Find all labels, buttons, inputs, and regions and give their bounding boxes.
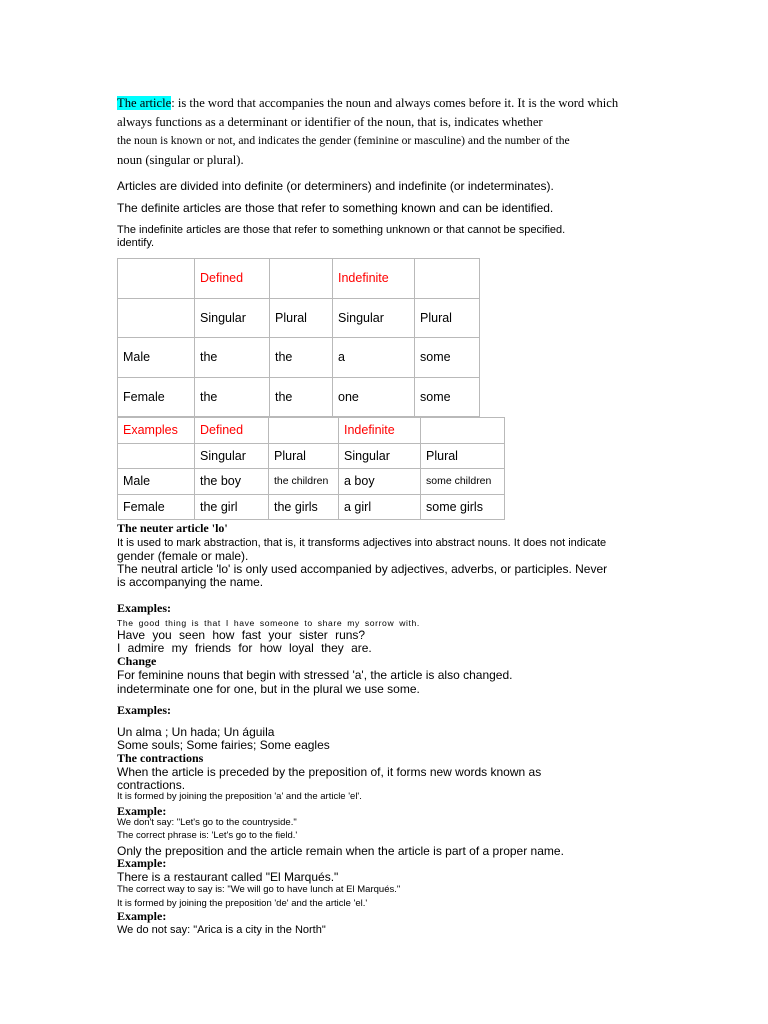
table-cell: Plural — [421, 443, 505, 469]
example-line: The good thing is that I have someone to share my sorrow with. — [117, 618, 420, 628]
neuter-line: gender (female or male). — [117, 549, 249, 563]
table-cell: Singular — [195, 443, 269, 469]
contractions-line: It is formed by joining the preposition 'a' and the article 'el'. — [117, 791, 362, 802]
section-heading-example: Example: — [117, 856, 167, 870]
contractions-line: contractions. — [117, 778, 186, 792]
intro-line-1: : is the word that accompanies the noun and always comes before it. It is the word which always functions as a determinant or identifier of the noun, that is, indicates whether — [117, 96, 619, 129]
table-row — [118, 377, 480, 417]
intro-line-3: noun (singular or plural). — [117, 152, 244, 167]
examples-table — [117, 417, 505, 520]
table-cell: Plural — [415, 298, 480, 338]
para-division: Articles are divided into definite (or determiners) and indefinite (or indeterminates). — [117, 179, 554, 193]
table-cell: some children — [421, 469, 505, 495]
articles-table — [117, 258, 480, 417]
table-row — [118, 418, 505, 444]
table-cell: the — [270, 377, 333, 417]
table-cell: Examples — [118, 418, 195, 444]
example-line: There is a restaurant called "El Marqués." — [117, 870, 339, 884]
example-line: The correct way to say is: "We will go to have lunch at El Marqués." — [117, 884, 401, 895]
table-row — [118, 259, 480, 299]
table-cell: Plural — [269, 443, 339, 469]
example-line: We do not say: "Arica is a city in the North" — [117, 924, 326, 936]
table-cell — [118, 298, 195, 338]
table-cell: the boy — [195, 469, 269, 495]
table-row — [118, 469, 505, 495]
table-cell — [269, 418, 339, 444]
contractions-line: When the article is preceded by the preposition of, it forms new words known as — [117, 765, 542, 779]
table-cell: Male — [118, 338, 195, 378]
section-heading-example: Example: — [117, 804, 167, 818]
table-cell: a — [333, 338, 415, 378]
table-cell: some — [415, 338, 480, 378]
table-cell: Defined — [195, 418, 269, 444]
para-definite: The definite articles are those that refer to something known and can be identified. — [117, 201, 554, 215]
table-cell: Indefinite — [339, 418, 421, 444]
highlighted-term: The article — [117, 96, 172, 110]
section-heading-contractions: The contractions — [117, 751, 204, 765]
change-line: indeterminate one for one, but in the plural we use some. — [117, 682, 420, 696]
table-cell: Singular — [195, 298, 270, 338]
table-cell: Plural — [270, 298, 333, 338]
table-row — [118, 494, 505, 520]
table-cell: the — [270, 338, 333, 378]
table-row — [118, 443, 505, 469]
example-line: It is formed by joining the preposition 'de' and the article 'el.' — [117, 898, 368, 909]
table-cell: the — [195, 377, 270, 417]
neuter-line: The neutral article 'lo' is only used accompanied by adjectives, adverbs, or participles. Never — [117, 562, 608, 576]
table-cell: Female — [118, 494, 195, 520]
example-line: Only the preposition and the article remain when the article is part of a proper name. — [117, 844, 564, 858]
change-line: For feminine nouns that begin with stressed 'a', the article is also changed. — [117, 668, 513, 682]
table-cell: some — [415, 377, 480, 417]
table-cell: a boy — [339, 469, 421, 495]
table-row — [118, 298, 480, 338]
neuter-line: It is used to mark abstraction, that is, it transforms adjectives into abstract nouns. It does not indicate — [117, 537, 607, 549]
table-cell: the girl — [195, 494, 269, 520]
table-cell: some girls — [421, 494, 505, 520]
table-cell: a girl — [339, 494, 421, 520]
para-indefinite-2: identify. — [117, 237, 155, 249]
table-cell: the girls — [269, 494, 339, 520]
section-heading-examples: Examples: — [117, 703, 171, 717]
table-cell — [118, 443, 195, 469]
intro-paragraph — [117, 94, 647, 169]
example-line: I admire my friends for how loyal they are. — [117, 641, 372, 655]
section-heading-change: Change — [117, 654, 157, 668]
para-indefinite-1: The indefinite articles are those that refer to something unknown or that cannot be specified. — [117, 224, 566, 236]
table-row — [118, 338, 480, 378]
table-cell: one — [333, 377, 415, 417]
table-cell: the children — [269, 469, 339, 495]
section-heading-neuter: The neuter article 'lo' — [117, 521, 228, 535]
table-cell: Male — [118, 469, 195, 495]
table-cell — [118, 259, 195, 299]
example-line: Some souls; Some fairies; Some eagles — [117, 738, 330, 752]
table-cell: Singular — [339, 443, 421, 469]
table-cell: the — [195, 338, 270, 378]
table-cell — [421, 418, 505, 444]
example-line: Un alma ; Un hada; Un águila — [117, 725, 275, 739]
section-heading-example: Example: — [117, 909, 167, 923]
table-cell: Singular — [333, 298, 415, 338]
table-cell — [270, 259, 333, 299]
example-line: The correct phrase is: 'Let's go to the field.' — [117, 830, 298, 841]
example-line: We don't say: "Let's go to the countryside." — [117, 817, 297, 828]
example-line: Have you seen how fast your sister runs? — [117, 628, 366, 642]
section-heading-examples: Examples: — [117, 601, 171, 615]
table-cell: Female — [118, 377, 195, 417]
table-cell: Defined — [195, 259, 270, 299]
intro-line-2: the noun is known or not, and indicates the gender (feminine or masculine) and the number of the — [117, 134, 570, 148]
neuter-line: is accompanying the name. — [117, 575, 264, 589]
table-cell — [415, 259, 480, 299]
table-cell: Indefinite — [333, 259, 415, 299]
